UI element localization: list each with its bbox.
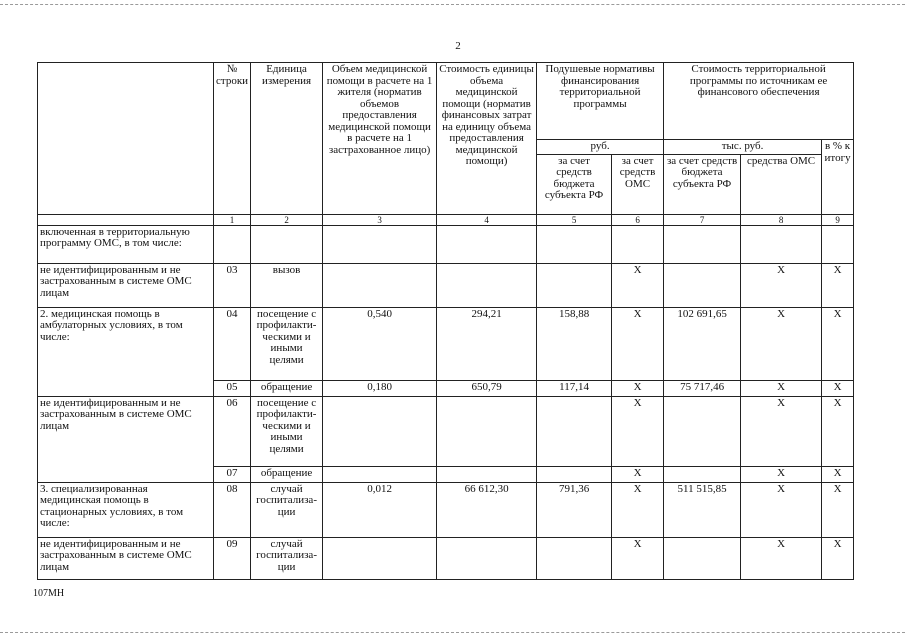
row-col8: X — [741, 380, 822, 396]
row-unit: вызов — [251, 263, 323, 307]
row-volume — [323, 537, 437, 579]
row-cost — [437, 263, 537, 307]
row-volume: 0,012 — [323, 482, 437, 537]
header-cost: Стоимость единицы объема медицинской помощи (норматив финансовых затрат на единицу объема предоставления медицинской помощи) — [437, 63, 537, 215]
row-col8: X — [741, 307, 822, 380]
row-col6: X — [612, 466, 664, 482]
header-budget-rf-2: за счет средств бюджета субъекта РФ — [664, 154, 741, 214]
row-col6: X — [612, 307, 664, 380]
row-unit: обращение — [251, 466, 323, 482]
table-row — [38, 396, 854, 466]
header-unit: Единица измерения — [251, 63, 323, 215]
row-number: 04 — [214, 307, 251, 380]
row-number: 06 — [214, 396, 251, 466]
row-cost — [437, 225, 537, 263]
row-cost — [437, 537, 537, 579]
row-col9: X — [822, 380, 854, 396]
row-unit: случай госпитализа-ции — [251, 482, 323, 537]
table-row — [38, 537, 854, 579]
row-col6: X — [612, 396, 664, 466]
table-row — [38, 482, 854, 537]
column-number-blank — [38, 214, 214, 225]
footer-code: 107МН — [33, 588, 65, 599]
row-volume — [323, 396, 437, 466]
row-name: не идентифицированным и не застрахованным в системе ОМС лицам — [38, 263, 214, 307]
row-name: не идентифицированным и не застрахованным в системе ОМС лицам — [38, 396, 214, 482]
row-col7 — [664, 225, 741, 263]
row-col7: 511 515,85 — [664, 482, 741, 537]
row-col9: X — [822, 396, 854, 466]
row-number: 07 — [214, 466, 251, 482]
row-col6: X — [612, 380, 664, 396]
header-rub: руб. — [537, 140, 664, 155]
column-number: 7 — [664, 214, 741, 225]
row-cost — [437, 396, 537, 466]
row-name: 3. специализированная медицинская помощь в стационарных условиях, в том числе: — [38, 482, 214, 537]
row-col5 — [537, 396, 612, 466]
row-col7: 75 717,46 — [664, 380, 741, 396]
row-number: 08 — [214, 482, 251, 537]
row-volume: 0,540 — [323, 307, 437, 380]
column-number: 8 — [741, 214, 822, 225]
row-name: включенная в территориальную программу ОМС, в том числе: — [38, 225, 214, 263]
row-col5 — [537, 537, 612, 579]
header-name-cell — [38, 63, 214, 215]
row-number: 05 — [214, 380, 251, 396]
row-volume: 0,180 — [323, 380, 437, 396]
row-name: не идентифицированным и не застрахованным в системе ОМС лицам — [38, 537, 214, 579]
row-col5: 117,14 — [537, 380, 612, 396]
row-col6 — [612, 225, 664, 263]
row-unit: посещение с профилакти-ческими и иными целями — [251, 307, 323, 380]
column-number-row — [38, 214, 854, 225]
column-number: 5 — [537, 214, 612, 225]
header-oms: за счет средств ОМС — [612, 154, 664, 214]
row-col5: 791,36 — [537, 482, 612, 537]
row-col8: X — [741, 396, 822, 466]
header-row-1 — [38, 63, 854, 140]
row-unit: случай госпитализа-ции — [251, 537, 323, 579]
row-col9: X — [822, 537, 854, 579]
row-col7 — [664, 396, 741, 466]
row-unit — [251, 225, 323, 263]
header-oms-funds: средства ОМС — [741, 154, 822, 214]
row-col8: X — [741, 482, 822, 537]
row-unit: обращение — [251, 380, 323, 396]
header-per-capita: Подушевые нормативы финансирования территориальной программы — [537, 63, 664, 140]
scan-edge-top — [0, 4, 905, 5]
row-col9: X — [822, 307, 854, 380]
row-col5 — [537, 225, 612, 263]
page-number: 2 — [455, 40, 461, 52]
row-number — [214, 225, 251, 263]
row-unit: посещение с профилакти-ческими и иными целями — [251, 396, 323, 466]
table-row — [38, 307, 854, 380]
row-number: 03 — [214, 263, 251, 307]
row-col9: X — [822, 466, 854, 482]
row-col9 — [822, 225, 854, 263]
row-col9: X — [822, 482, 854, 537]
row-col8: X — [741, 263, 822, 307]
column-number: 6 — [612, 214, 664, 225]
column-number: 2 — [251, 214, 323, 225]
row-cost — [437, 466, 537, 482]
row-col6: X — [612, 537, 664, 579]
column-number: 4 — [437, 214, 537, 225]
row-volume — [323, 225, 437, 263]
row-col5 — [537, 466, 612, 482]
scan-edge-bottom — [0, 632, 905, 633]
header-budget-rf: за счет средств бюджета субъекта РФ — [537, 154, 612, 214]
row-cost: 294,21 — [437, 307, 537, 380]
row-volume — [323, 466, 437, 482]
row-col6: X — [612, 482, 664, 537]
financing-table — [37, 62, 854, 580]
row-col7 — [664, 263, 741, 307]
column-number: 9 — [822, 214, 854, 225]
header-program-cost: Стоимость территориальной программы по источникам ее финансового обеспечения — [664, 63, 854, 140]
row-number: 09 — [214, 537, 251, 579]
row-volume — [323, 263, 437, 307]
row-col8: X — [741, 466, 822, 482]
row-cost: 66 612,30 — [437, 482, 537, 537]
row-col5: 158,88 — [537, 307, 612, 380]
row-col7 — [664, 466, 741, 482]
row-col7: 102 691,65 — [664, 307, 741, 380]
header-thous-rub: тыс. руб. — [664, 140, 822, 155]
row-col8: X — [741, 537, 822, 579]
row-name: 2. медицинская помощь в амбулаторных условиях, в том числе: — [38, 307, 214, 396]
column-number: 3 — [323, 214, 437, 225]
row-cost: 650,79 — [437, 380, 537, 396]
header-pct-total: в % к итогу — [822, 140, 854, 215]
table-row — [38, 263, 854, 307]
row-col8 — [741, 225, 822, 263]
row-col6: X — [612, 263, 664, 307]
row-col5 — [537, 263, 612, 307]
row-col7 — [664, 537, 741, 579]
table-row — [38, 225, 854, 263]
row-col9: X — [822, 263, 854, 307]
column-number: 1 — [214, 214, 251, 225]
header-row-no: № строки — [214, 63, 251, 215]
header-volume: Объем медицинской помощи в расчете на 1 жителя (норматив объемов предоставления медицинской помощи в расчете на 1 застрахованное лицо) — [323, 63, 437, 215]
